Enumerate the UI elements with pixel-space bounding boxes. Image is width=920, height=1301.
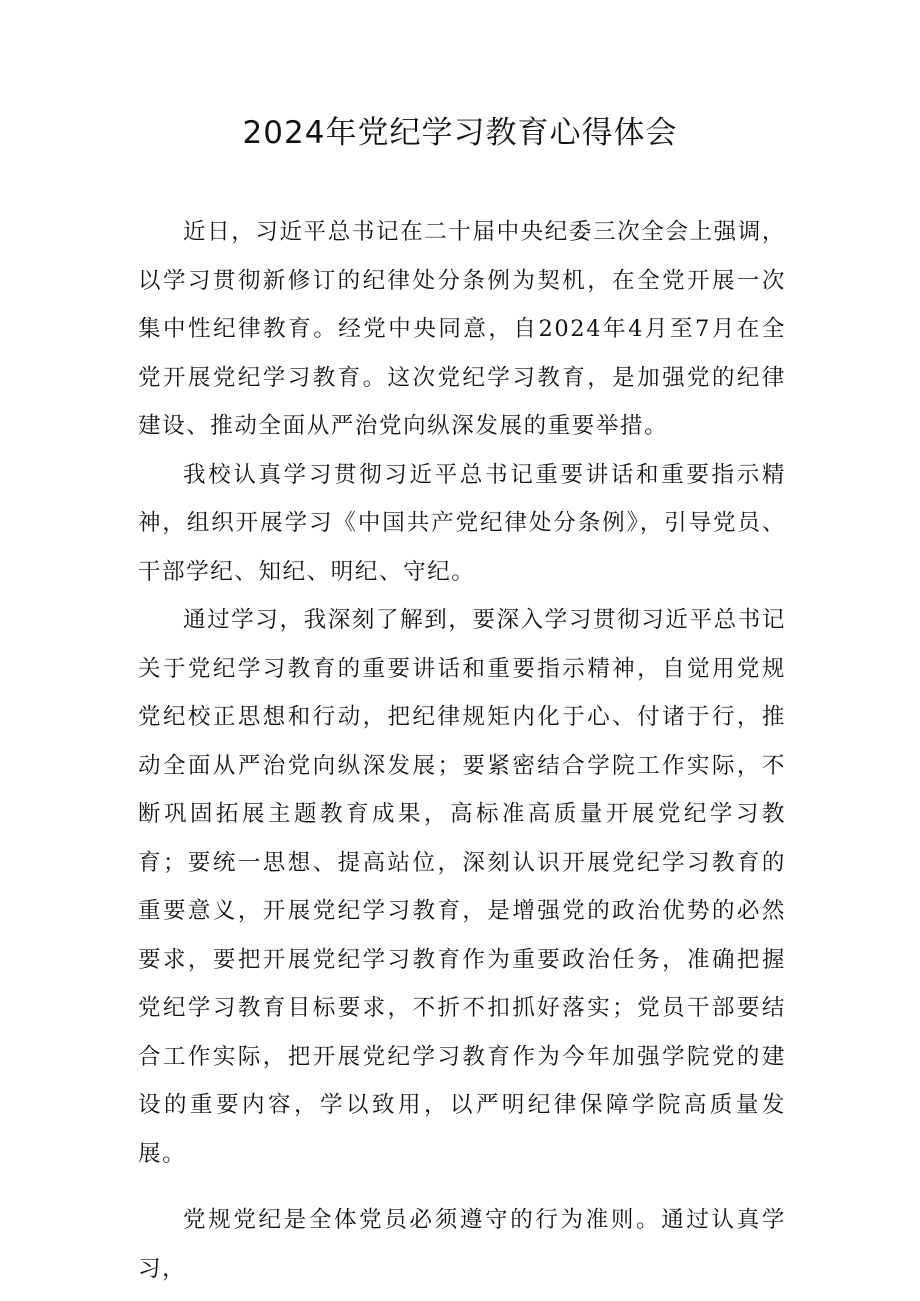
document-body <box>138 208 786 1293</box>
paragraph-4: 党规党纪是全体党员必须遵守的行为准则。通过认真学习， <box>138 1207 786 1282</box>
paragraph-1: 近日，习近平总书记在二十届中央纪委三次全会上强调，以学习贯彻新修订的纪律处分条例为契机，在全党开展一次集中性纪律教育。经党中央同意，自2024年4月至7月在全党开展党纪学习教育。这次党纪学习教育，是加强党的纪律建设、推动全面从严治党向纵深发展的重要举措。 <box>138 219 786 439</box>
document-title: 2024年党纪学习教育心得体会 <box>242 115 678 151</box>
paragraph-3: 通过学习，我深刻了解到，要深入学习贯彻习近平总书记关于党纪学习教育的重要讲话和重要指示精神，自觉用党规党纪校正思想和行动，把纪律规矩内化于心、付诸于行，推动全面从严治党向纵深发展；要紧密结合学院工作实际，不断巩固拓展主题教育成果，高标准高质量开展党纪学习教育；要统一思想、提高站位，深刻认识开展党纪学习教育的重要意义，开展党纪学习教育，是增强党的政治优势的必然要求，要把开展党纪学习教育作为重要政治任务，准确把握党纪学习教育目标要求，不折不扣抓好落实；党员干部要结合工作实际，把开展党纪学习教育作为今年加强学院党的建设的重要内容，学以致用，以严明纪律保障学院高质量发展。 <box>138 607 786 1167</box>
paragraph-2: 我校认真学习贯彻习近平总书记重要讲话和重要指示精神，组织开展学习《中国共产党纪律处分条例》，引导党员、干部学纪、知纪、明纪、守纪。 <box>138 461 786 585</box>
